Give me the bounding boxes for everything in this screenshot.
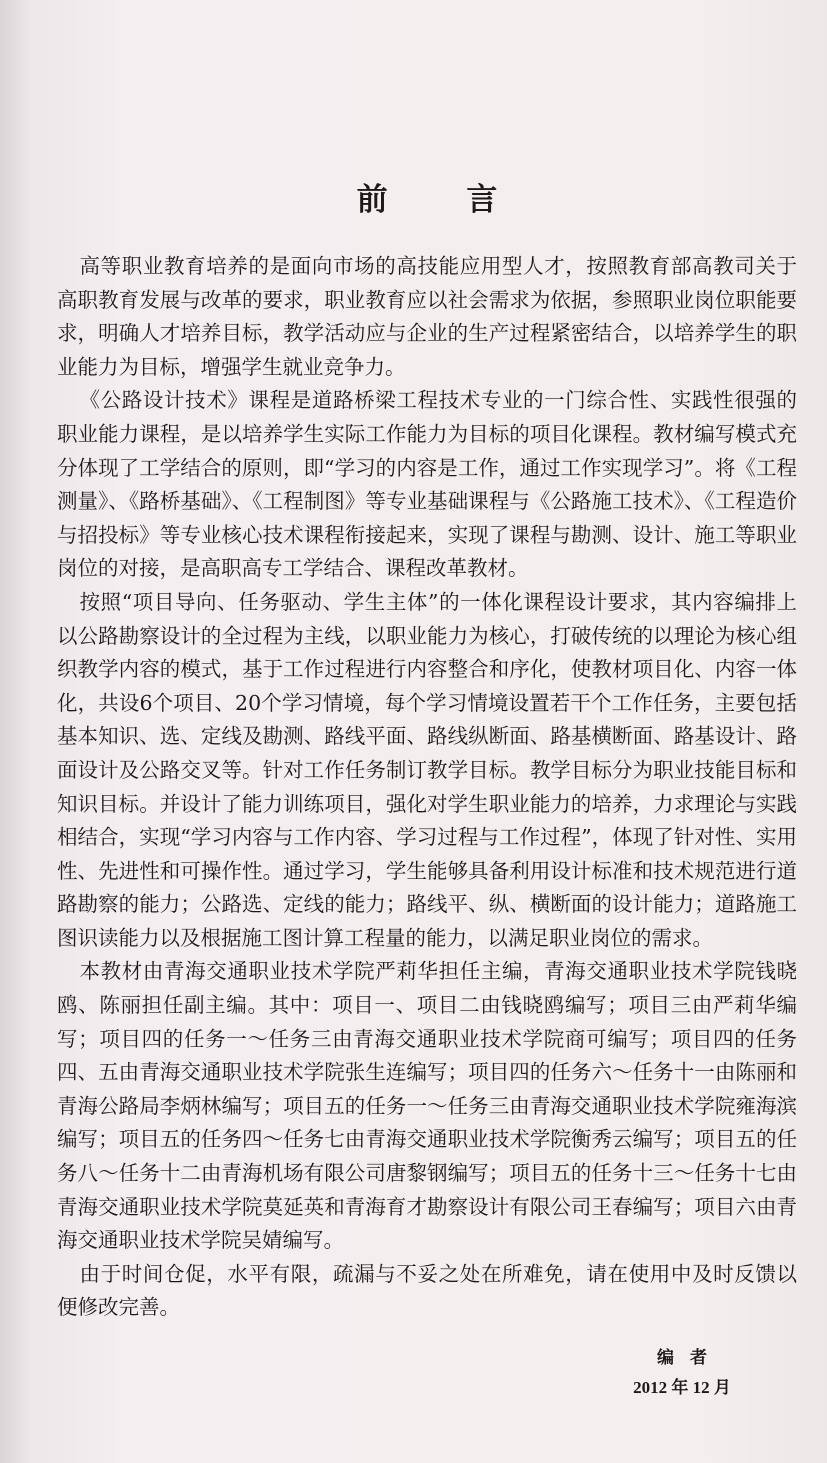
page-title: 前 言 — [356, 182, 532, 218]
signature-author: 编者 — [657, 1348, 723, 1367]
signature-date: 2012 年 12 月 — [633, 1378, 731, 1397]
paragraph: 《公路设计技术》课程是道路桥梁工程技术专业的一门综合性、实践性很强的职业能力课程，是以培养学生实际工作能力为目标的项目化课程。教材编写模式充分体现了工学结合的原则，即“学习的内容是工作，通过工作实现学习”。将《工程测量》、《路桥基础》、《工程制图》等专业基础课程与《公路施工技术》、《工程造价与招投标》等专业核心技术课程衔接起来，实现了课程与勘测、设计、施工等职业岗位的对接，是高职高专工学结合、课程改革教材。 — [57, 388, 797, 581]
signature-block — [57, 1343, 797, 1403]
paragraph: 高等职业教育培养的是面向市场的高技能应用型人才，按照教育部高教司关于高职教育发展与改革的要求，职业教育应以社会需求为依据，参照职业岗位职能要求，明确人才培养目标，教学活动应与企业的生产过程紧密结合，以培养学生的职业能力为目标，增强学生就业竞争力。 — [57, 254, 797, 379]
paragraph: 按照“项目导向、任务驱动、学生主体”的一体化课程设计要求，其内容编排上以公路勘察设计的全过程为主线，以职业能力为核心，打破传统的以理论为核心组织教学内容的模式，基于工作过程进行内容整合和序化，使教材项目化、内容一体化，共设6个项目、20个学习情境，每个学习情境设置若干个工作任务，主要包括基本知识、选、定线及勘测、路线平面、路线纵断面、路基横断面、路基设计、路面设计及公路交叉等。针对工作任务制订教学目标。教学目标分为职业技能目标和知识目标。并设计了能力训练项目，强化对学生职业能力的培养，力求理论与实践相结合，实现“学习内容与工作内容、学习过程与工作过程”，体现了针对性、实用性、先进性和可操作性。通过学习，学生能够具备利用设计标准和技术规范进行道路勘察的能力；公路选、定线的能力；路线平、纵、横断面的设计能力；道路施工图识读能力以及根据施工图计算工程量的能力，以满足职业岗位的需求。 — [57, 589, 797, 950]
paragraph: 由于时间仓促，水平有限，疏漏与不妥之处在所难免，请在使用中及时反馈以便修改完善。 — [57, 1261, 797, 1320]
paragraph: 本教材由青海交通职业技术学院严莉华担任主编，青海交通职业技术学院钱晓鸥、陈丽担任副主编。其中：项目一、项目二由钱晓鸥编写；项目三由严莉华编写；项目四的任务一～任务三由青海交通职业技术学院商可编写；项目四的任务四、五由青海交通职业技术学院张生连编写；项目四的任务六～任务十一由陈丽和青海公路局李炳林编写；项目五的任务一～任务三由青海交通职业技术学院雍海滨编写；项目五的任务四～任务七由青海交通职业技术学院衡秀云编写；项目五的任务八～任务十二由青海机场有限公司唐黎钢编写；项目五的任务十三～任务十七由青海交通职业技术学院莫延英和青海育才勘察设计有限公司王春编写；项目六由青海交通职业技术学院吴婧编写。 — [57, 959, 797, 1253]
preface-body — [57, 250, 797, 1325]
